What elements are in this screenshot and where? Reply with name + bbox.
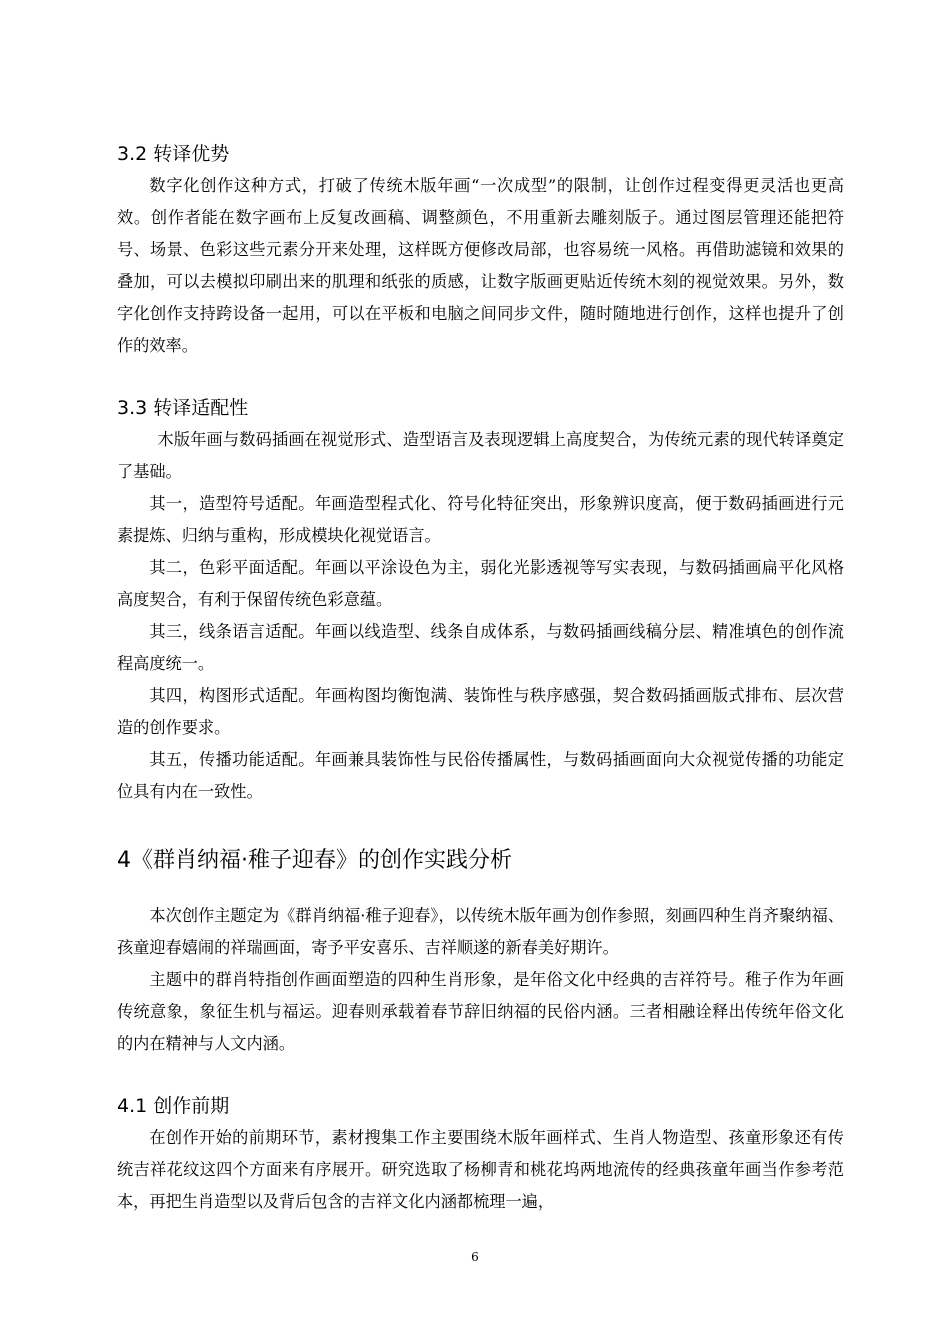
paragraph: 本次创作主题定为《群肖纳福·稚子迎春》，以传统木版年画为创作参照，刻画四种生肖齐聚纳福、孩童迎春嬉闹的祥瑞画面，寄予平安喜乐、吉祥顺遂的新春美好期许。 <box>117 906 844 957</box>
page-content <box>117 138 844 1218</box>
section-gap <box>117 1060 844 1090</box>
section-heading-4: 4《群肖纳福·稚子迎春》的创作实践分析 <box>117 848 512 873</box>
paragraph: 其二，色彩平面适配。年画以平涂设色为主，弱化光影透视等写实表现，与数码插画扁平化风格高度契合，有利于保留传统色彩意蕴。 <box>117 558 844 609</box>
page-number: 6 <box>471 1250 479 1264</box>
paragraph: 其一，造型符号适配。年画造型程式化、符号化特征突出，形象辨识度高，便于数码插画进行元素提炼、归纳与重构，形成模块化视觉语言。 <box>117 494 844 545</box>
paragraph: 其五，传播功能适配。年画兼具装饰性与民俗传播属性，与数码插画面向大众视觉传播的功能定位具有内在一致性。 <box>117 750 844 801</box>
paragraph: 木版年画与数码插画在视觉形式、造型语言及表现逻辑上高度契合，为传统元素的现代转译奠定了基础。 <box>117 430 844 481</box>
section-gap <box>117 808 844 842</box>
section-gap <box>117 880 844 900</box>
paragraph: 其三，线条语言适配。年画以线造型、线条自成体系，与数码插画线稿分层、精准填色的创作流程高度统一。 <box>117 622 844 673</box>
section-heading-4-1: 4.1 创作前期 <box>117 1095 230 1117</box>
section-heading-3-3: 3.3 转译适配性 <box>117 397 249 419</box>
section-heading-3-2: 3.2 转译优势 <box>117 143 230 165</box>
paragraph: 主题中的群肖特指创作画面塑造的四种生肖形象，是年俗文化中经典的吉祥符号。稚子作为年画传统意象，象征生机与福运。迎春则承载着春节辞旧纳福的民俗内涵。三者相融诠释出传统年俗文化的内在精神与人文内涵。 <box>117 970 844 1053</box>
paragraph: 在创作开始的前期环节，素材搜集工作主要围绕木版年画样式、生肖人物造型、孩童形象还有传统吉祥花纹这四个方面来有序展开。研究选取了杨柳青和桃花坞两地流传的经典孩童年画当作参考范本，再把生肖造型以及背后包含的吉祥文化内涵都梳理一遍， <box>117 1128 844 1211</box>
section-gap <box>117 362 844 392</box>
paragraph: 数字化创作这种方式，打破了传统木版年画“一次成型”的限制，让创作过程变得更灵活也更高效。创作者能在数字画布上反复改画稿、调整颜色，不用重新去雕刻版子。通过图层管理还能把符号、场景、色彩这些元素分开来处理，这样既方便修改局部，也容易统一风格。再借助滤镜和效果的叠加，可以去模拟印刷出来的肌理和纸张的质感，让数字版画更贴近传统木刻的视觉效果。另外，数字化创作支持跨设备一起用，可以在平板和电脑之间同步文件，随时随地进行创作，这样也提升了创作的效率。 <box>117 176 844 355</box>
paragraph: 其四，构图形式适配。年画构图均衡饱满、装饰性与秩序感强，契合数码插画版式排布、层次营造的创作要求。 <box>117 686 844 737</box>
